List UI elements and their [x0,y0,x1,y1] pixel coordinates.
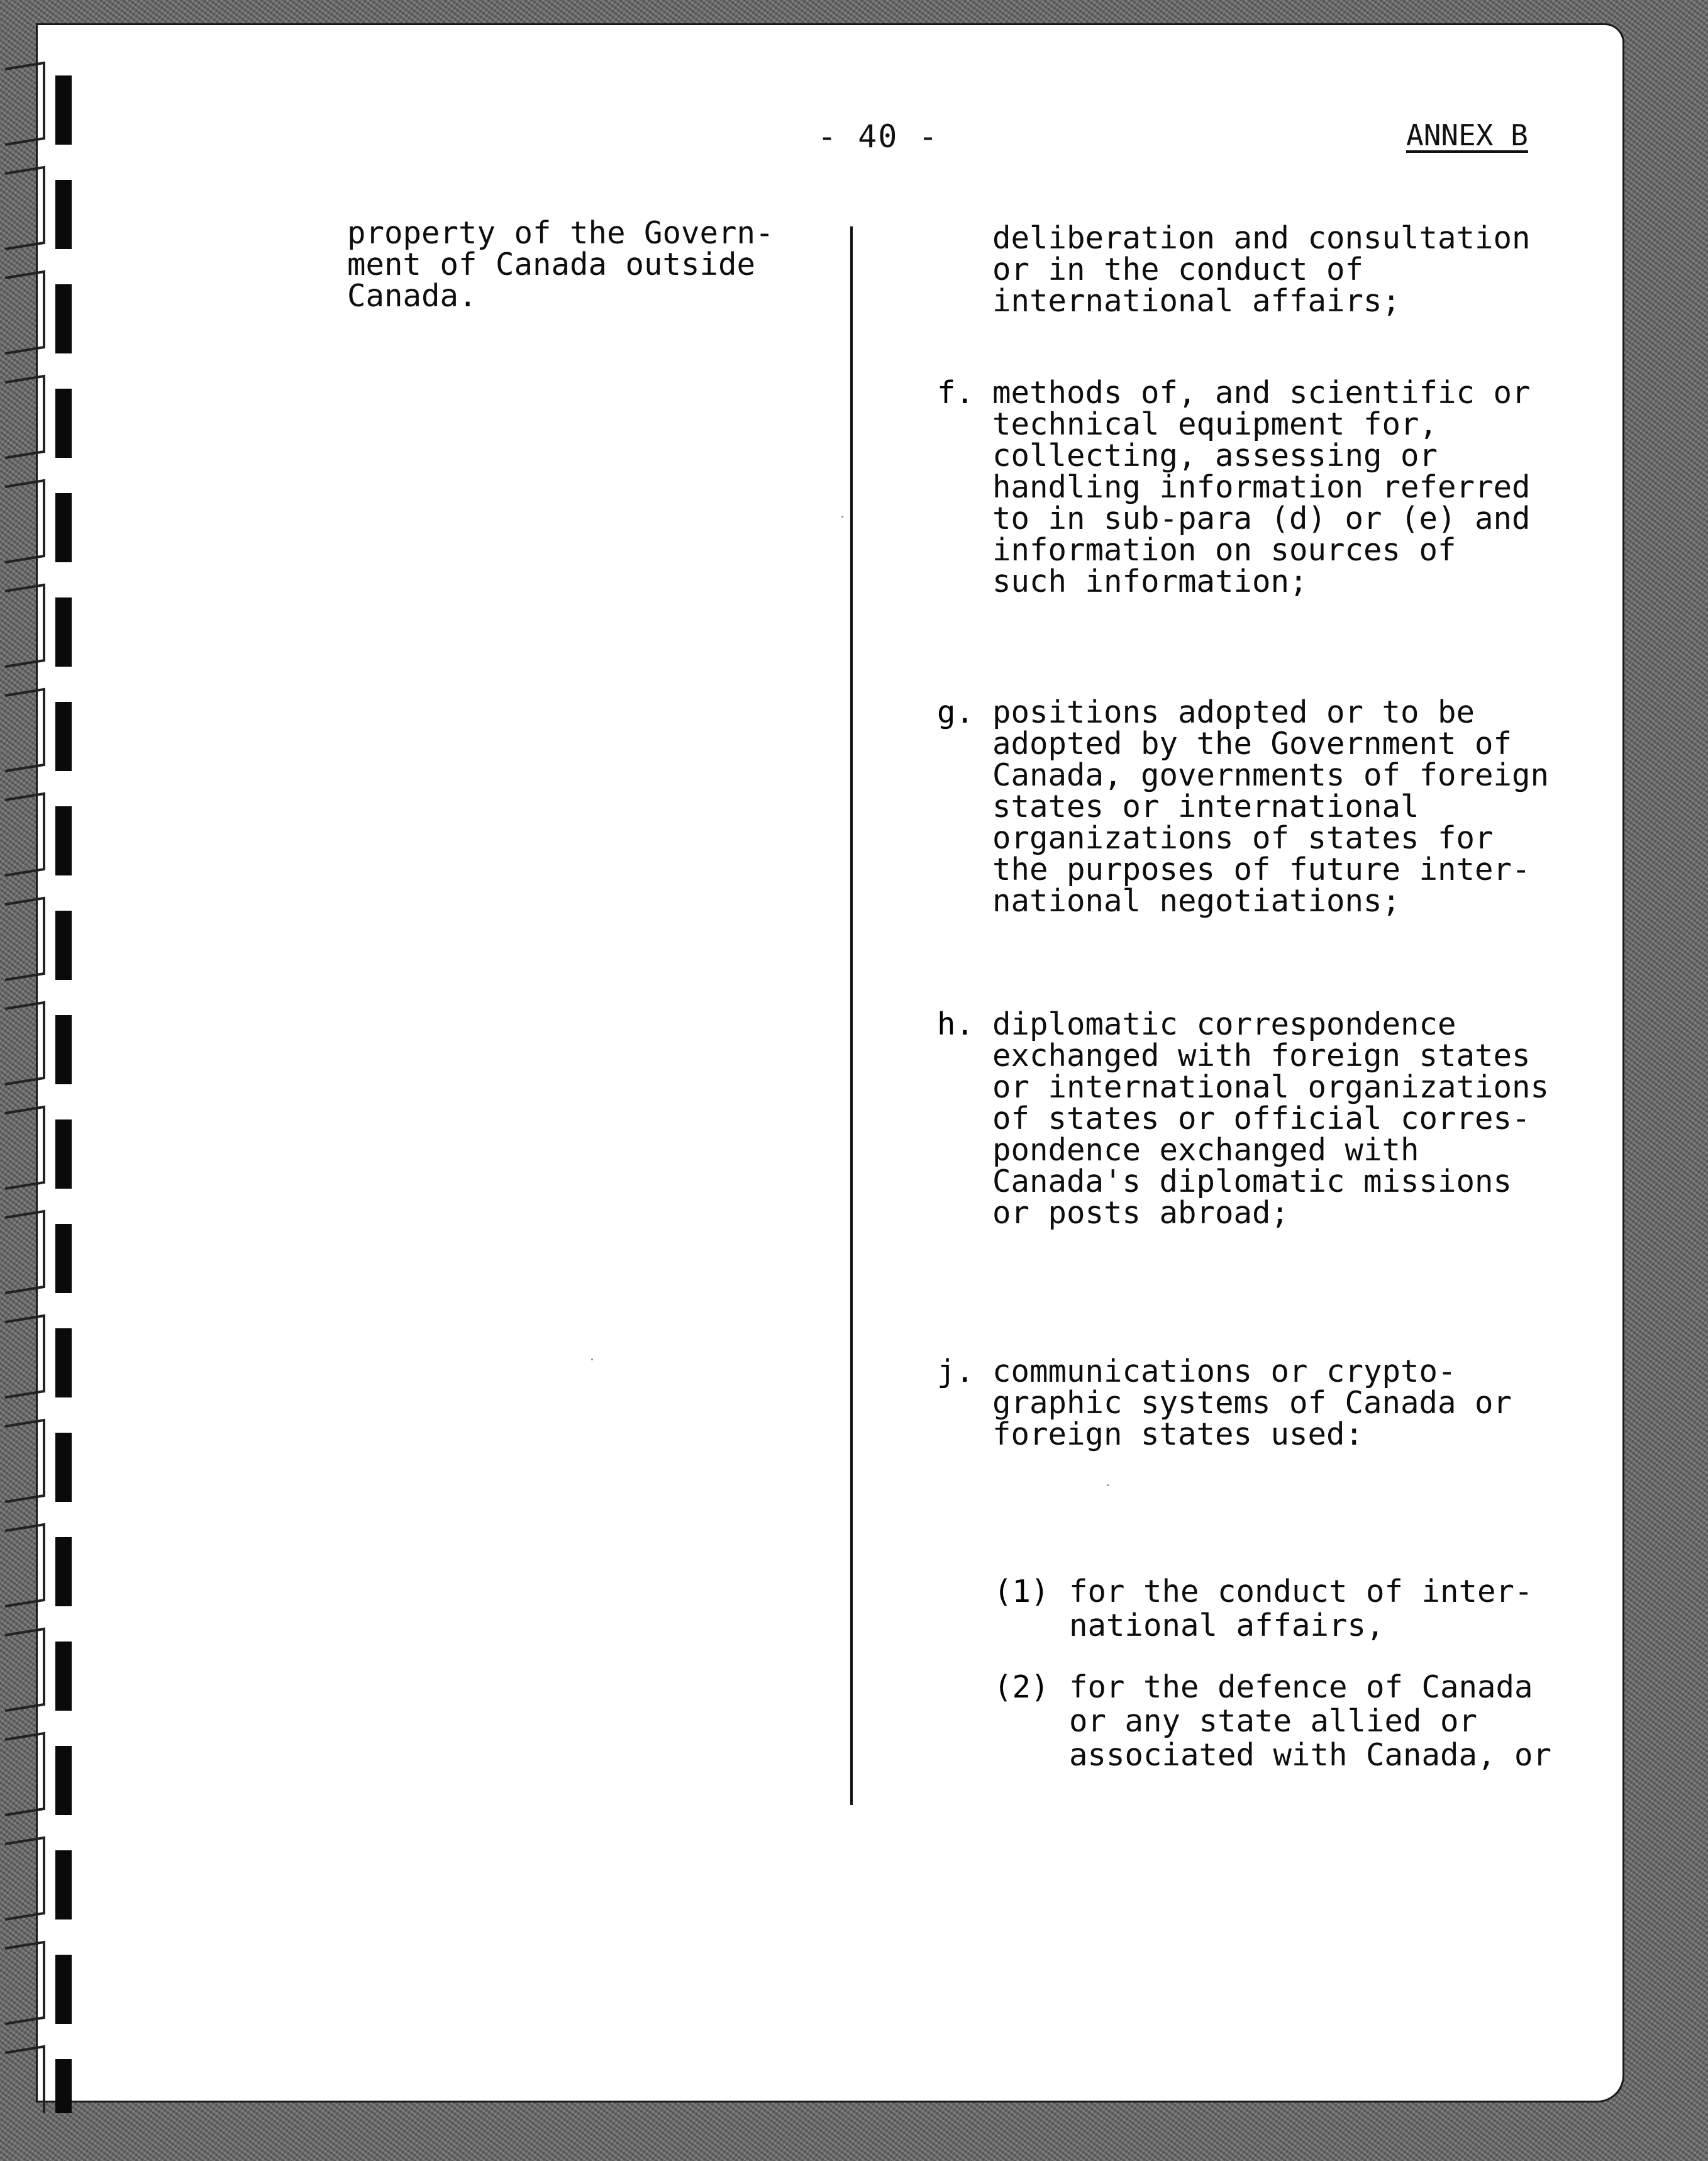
page-number: - 40 - [818,118,939,155]
spiral-binding [0,25,88,2113]
spiral-ring-shadow [55,1746,72,1815]
spiral-ring [5,167,44,249]
list-item-text: diplomatic correspondence exchanged with foreign states or international organizations of states or official corres- pondence exchanged with Canada's diplomatic missions or posts abroad; [992,1006,1550,1231]
spiral-ring-shadow [55,911,72,980]
spiral-ring-shadow [55,806,72,875]
list-item-label: f. [937,375,975,411]
sub-item-label: (1) [994,1574,1050,1609]
list-item-label: g. [937,694,975,730]
spiral-ring-shadow [55,1224,72,1293]
spiral-ring-shadow [55,1119,72,1189]
spiral-ring-shadow [55,284,72,353]
spiral-ring-shadow [55,1955,72,2024]
spiral-ring-shadow [55,1850,72,1919]
spiral-ring [5,481,44,562]
spiral-ring [5,1211,44,1293]
annex-label: ANNEX B [1406,118,1528,152]
list-item-text: methods of, and scientific or technical equipment for, collecting, assessing or handling information referred to in sub-para (d) or (e) and information on sources of such information; [992,375,1531,599]
spiral-ring [5,898,44,980]
spiral-ring-shadow [55,1015,72,1084]
spiral-ring [5,1316,44,1397]
left-column-text: property of the Govern- ment of Canada outside Canada. [347,215,774,314]
spiral-ring-shadow [55,75,72,145]
spiral-ring-shadow [55,597,72,667]
spiral-ring [5,1420,44,1502]
list-item-text: positions adopted or to be adopted by the Government of Canada, governments of foreign states or international organizations of states for the purposes of future inter- national negotiations; [992,694,1550,919]
spiral-ring [5,1838,44,1919]
continuation-text: deliberation and consultation or in the conduct of international affairs; [992,220,1531,319]
scan-speck [591,1358,593,1360]
sub-item-label: (2) [994,1669,1050,1705]
spiral-ring-shadow [55,2059,72,2113]
spiral-ring-shadow [55,1328,72,1397]
spiral-ring [5,1629,44,1711]
sub-item-text: for the conduct of inter- national affairs, [1069,1574,1533,1643]
spiral-ring [5,63,44,145]
column-divider [850,226,853,1805]
spiral-ring [5,1942,44,2024]
spiral-ring [5,1003,44,1084]
spiral-ring-shadow [55,389,72,458]
list-item-label: j. [937,1353,975,1389]
spiral-ring [5,272,44,353]
spiral-ring [5,376,44,458]
spiral-ring [5,1525,44,1606]
spiral-ring [5,794,44,875]
spiral-binding-graphic [0,25,88,2113]
spiral-ring [5,1107,44,1189]
spiral-ring [5,2047,44,2113]
spiral-ring [5,585,44,667]
spiral-ring-shadow [55,1642,72,1711]
list-item-label: h. [937,1006,975,1042]
sub-item-text: for the defence of Canada or any state allied or associated with Canada, or [1069,1669,1552,1773]
spiral-ring-shadow [55,493,72,562]
spiral-ring-shadow [55,180,72,249]
scan-speck [841,516,843,518]
scan-speck [1107,1484,1109,1486]
spiral-ring-shadow [55,1537,72,1606]
spiral-ring [5,689,44,771]
spiral-ring-shadow [55,1433,72,1502]
spiral-ring [5,1733,44,1815]
list-item-text: communications or crypto- graphic systems of Canada or foreign states used: [992,1353,1512,1452]
spiral-ring-shadow [55,702,72,771]
